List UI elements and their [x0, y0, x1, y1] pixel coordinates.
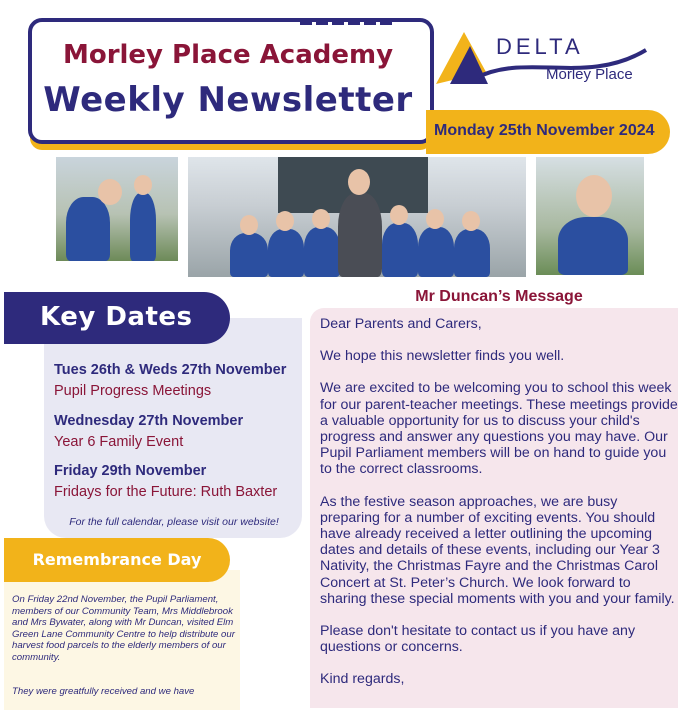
remembrance-paragraph: They were greatfully received and we have	[12, 686, 195, 697]
title-dashes	[300, 12, 440, 20]
key-date: Friday 29th November	[54, 463, 207, 479]
message-paragraph: Kind regards,	[320, 671, 405, 688]
remembrance-paragraph: On Friday 22nd November, the Pupil Parliament, members of our Community Team, Mrs Middlebrook and Mrs Bywater, along with Mr Duncan, visited Elm Green Lane Community Centre to help distribute our harvest food parcels to the elderly members of our community.	[12, 594, 235, 663]
key-date-event: Pupil Progress Meetings	[54, 383, 212, 399]
message-body	[320, 316, 678, 704]
key-dates-title: Key Dates	[40, 302, 193, 332]
newsletter-date: Monday 25th November 2024	[434, 122, 655, 139]
remembrance-title: Remembrance Day	[32, 550, 202, 569]
school-name: Morley Place Academy	[62, 40, 394, 70]
newsletter-title: Weekly Newsletter	[43, 80, 413, 120]
message-title: Mr Duncan’s Message	[415, 288, 583, 305]
logo-text: DELTA	[496, 34, 584, 59]
photo-boy	[536, 157, 644, 275]
message-paragraph: As the festive season approaches, we are busy preparing for a number of exciting events. You should have already received a letter outlining the upcoming dates and details of these events, including our Year 3 Nativity, the Christmas Fayre and the Christmas Carol Concert at St. Peter’s Church. We look forward to sharing these special moments with you and your family.	[320, 493, 675, 607]
key-date: Tues 26th & Weds 27th November	[54, 362, 287, 378]
key-date: Wednesday 27th November	[54, 413, 244, 429]
photo-playground	[56, 157, 178, 261]
message-paragraph: We are excited to be welcoming you to school this week for our parent-teacher meetings. These meetings provide a valuable opportunity for us to discuss your child's progress and answer any questions you may have. Our Pupil Parliament members will be on hand to guide you to the correct classrooms.	[320, 380, 678, 478]
logo-subtitle: Morley Place	[546, 66, 633, 83]
key-date-event: Fridays for the Future: Ruth Baxter	[54, 484, 278, 500]
calendar-note: For the full calendar, please visit our website!	[69, 516, 279, 528]
key-date-event: Year 6 Family Event	[54, 434, 184, 450]
message-paragraph: Please don't hesitate to contact us if you have any questions or concerns.	[320, 623, 636, 656]
message-paragraph: Dear Parents and Carers,	[320, 316, 482, 332]
message-paragraph: We hope this newsletter finds you well.	[320, 348, 565, 365]
photo-group	[188, 157, 526, 277]
